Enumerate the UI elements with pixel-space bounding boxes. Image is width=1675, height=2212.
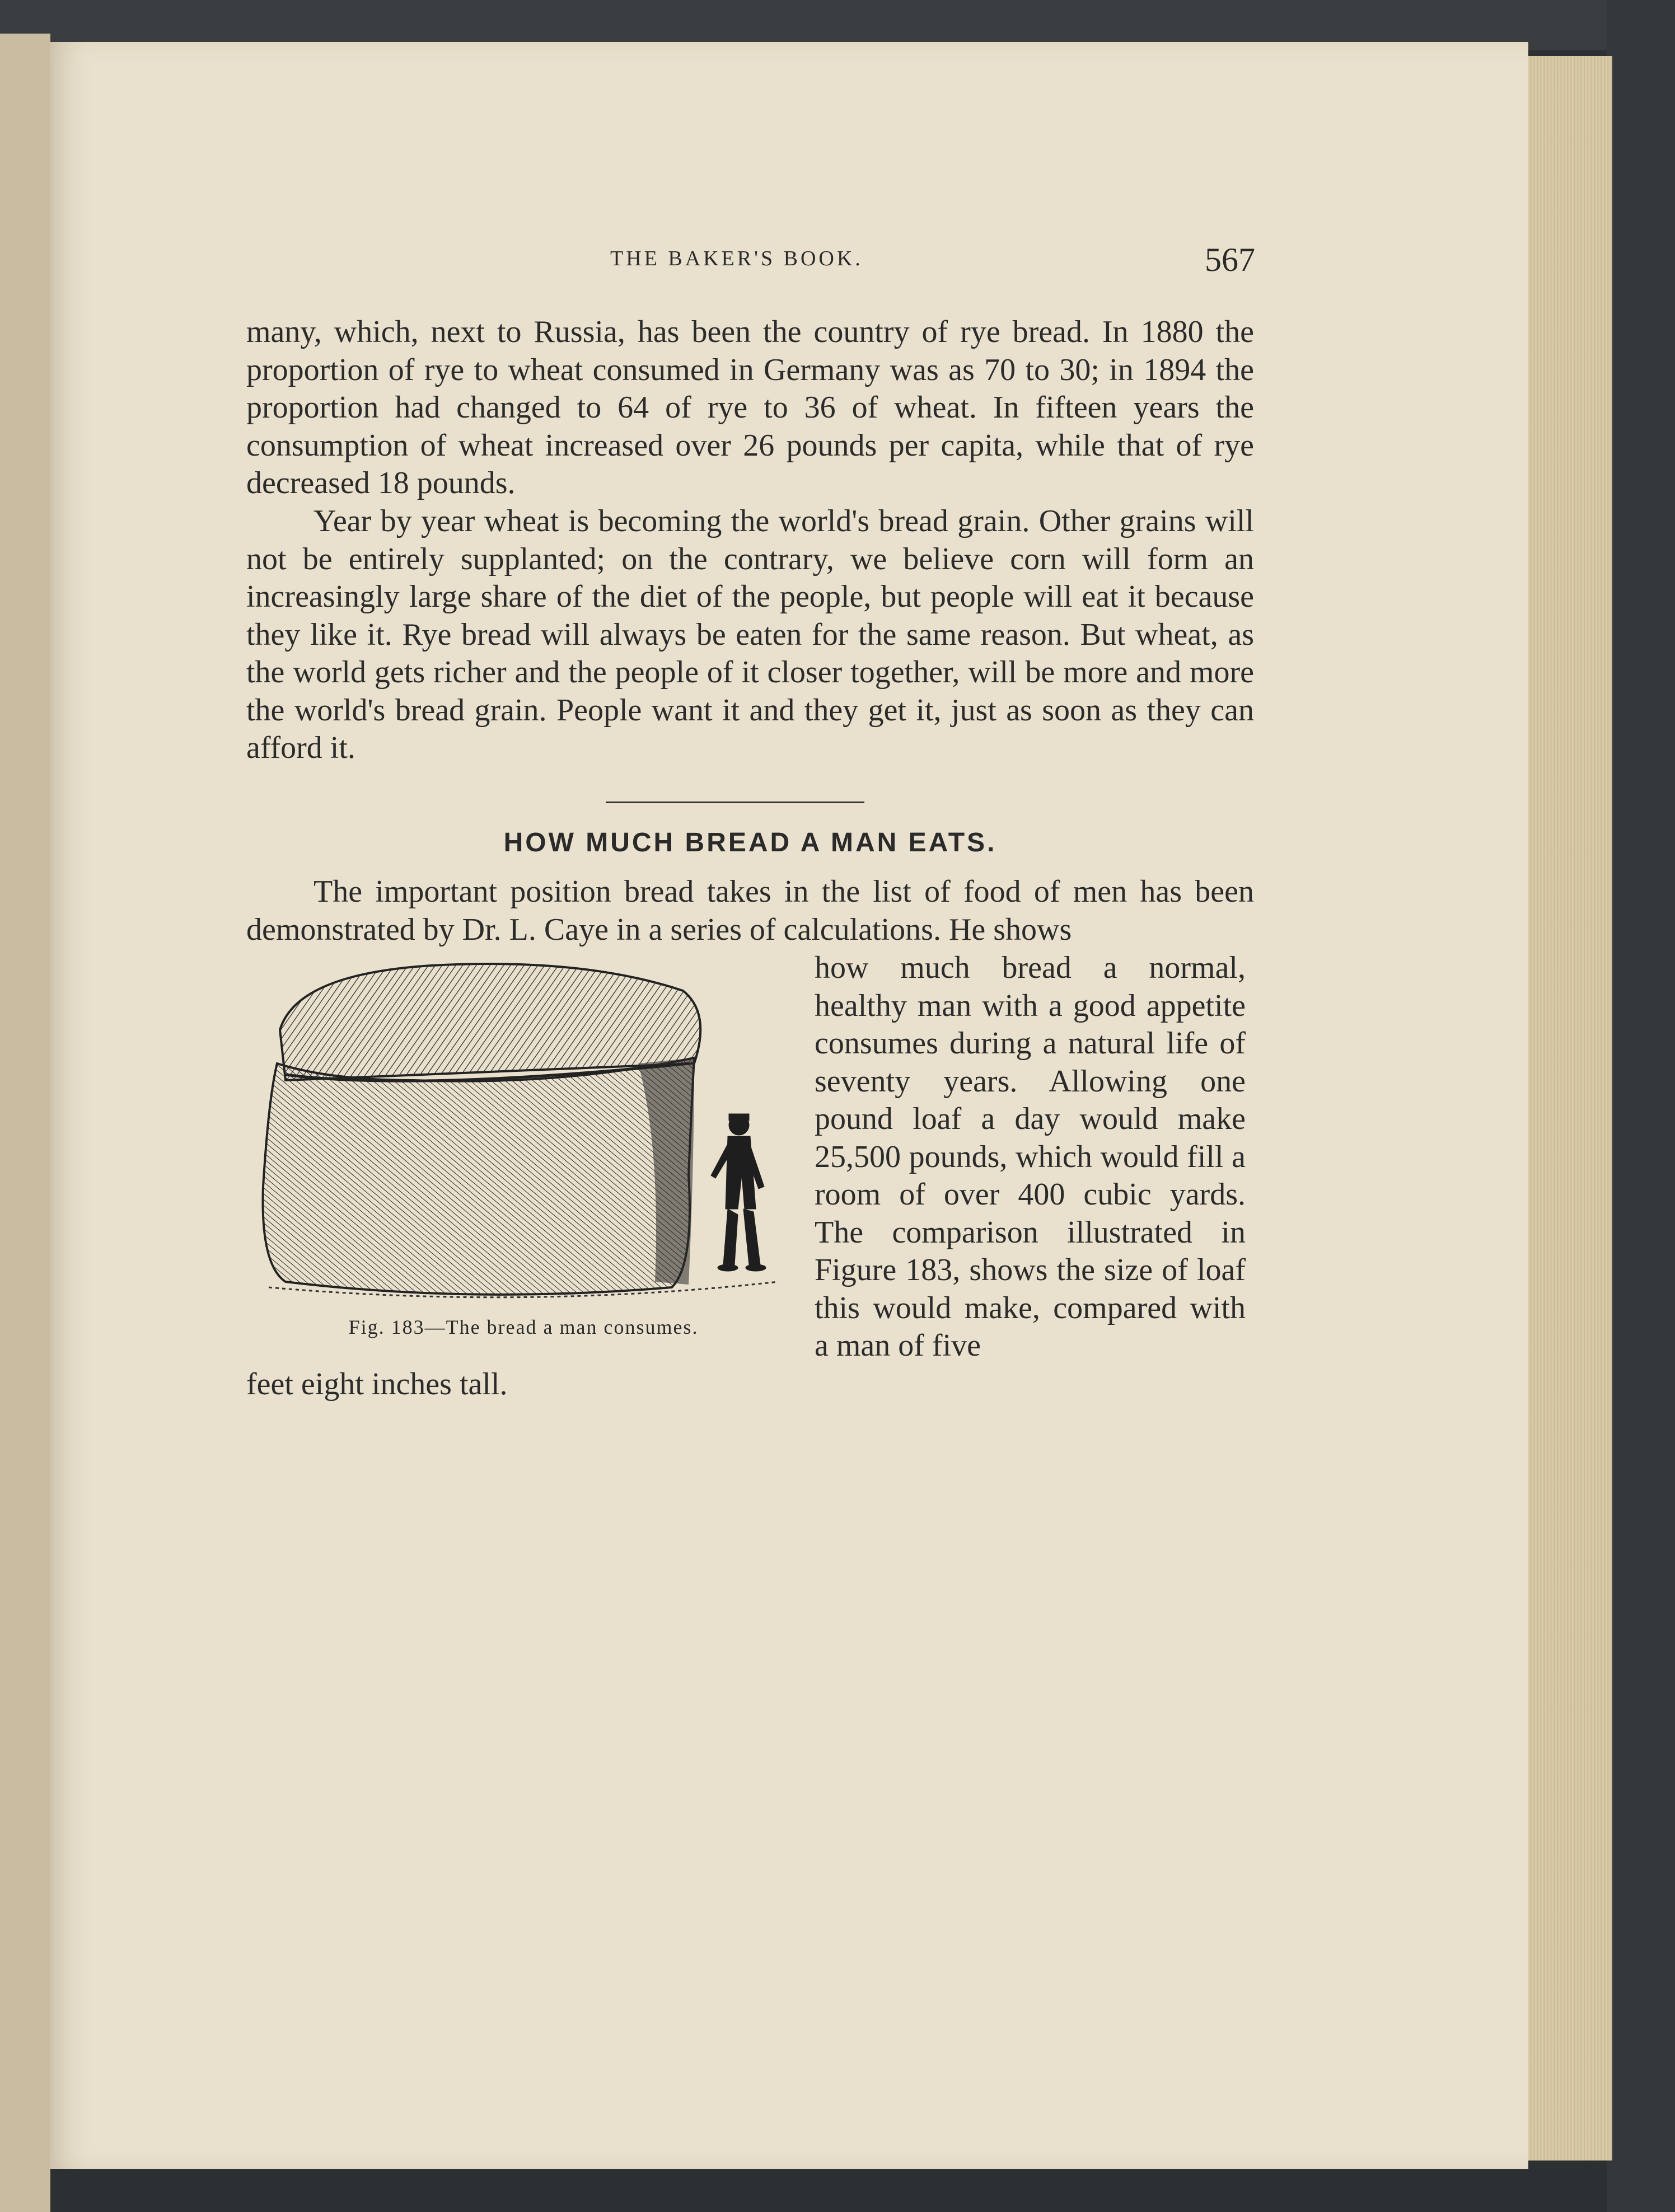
man-figure <box>711 1114 766 1271</box>
paragraph-2: Year by year wheat is becoming the world's bread grain. Other grains will not be entirely supplanted; on the contrary, we believe corn will form an increasingly large share of the diet of the people, but people will eat it because they like it. Rye bread will always be eaten for the same reason. But wheat, as the world gets richer and the people of it closer together, will be more and more the world's bread grain. People want it and they get it, just as soon as they can afford it. <box>246 504 1254 765</box>
bread-loaf-illustration <box>246 952 801 1321</box>
paragraph-1: many, which, next to Russia, has been the country of rye bread. In 1880 the proportion of rye to wheat consumed in Germany was as 70 to 30; in 1894 the proportion had changed to 64 of rye to 36 of wheat. In fifteen years the consumption of wheat increased over 26 pounds per capita, while that of rye decreased 18 pounds. <box>246 315 1254 500</box>
section-divider <box>606 802 864 803</box>
book-cover-right <box>1607 0 1675 2212</box>
page-number: 567 <box>1205 241 1255 278</box>
paragraph-5: feet eight inches tall. <box>246 1367 508 1402</box>
facing-page-edge <box>0 34 50 2212</box>
paragraph-3: The important position bread takes in the list of food of men has been demonstrated by Dr. L. Caye in a series of calculations. He shows <box>246 874 1254 947</box>
paragraph-4: how much bread a normal, healthy man with a good appetite consumes during a natural life of seventy years. Allowing one pound loaf a day would make 25,500 pounds, which would fill a room of over 400 cubic yards. The comparison illustrated in Figure 183, shows the size of loaf this would make, compared with a man of five <box>815 950 1246 1363</box>
loaf-and-man-icon <box>246 952 801 1321</box>
figure-caption: Fig. 183—The bread a man consumes. <box>348 1316 699 1338</box>
section-heading: HOW MUCH BREAD A MAN EATS. <box>503 828 997 857</box>
running-title: THE BAKER'S BOOK. <box>610 247 863 270</box>
